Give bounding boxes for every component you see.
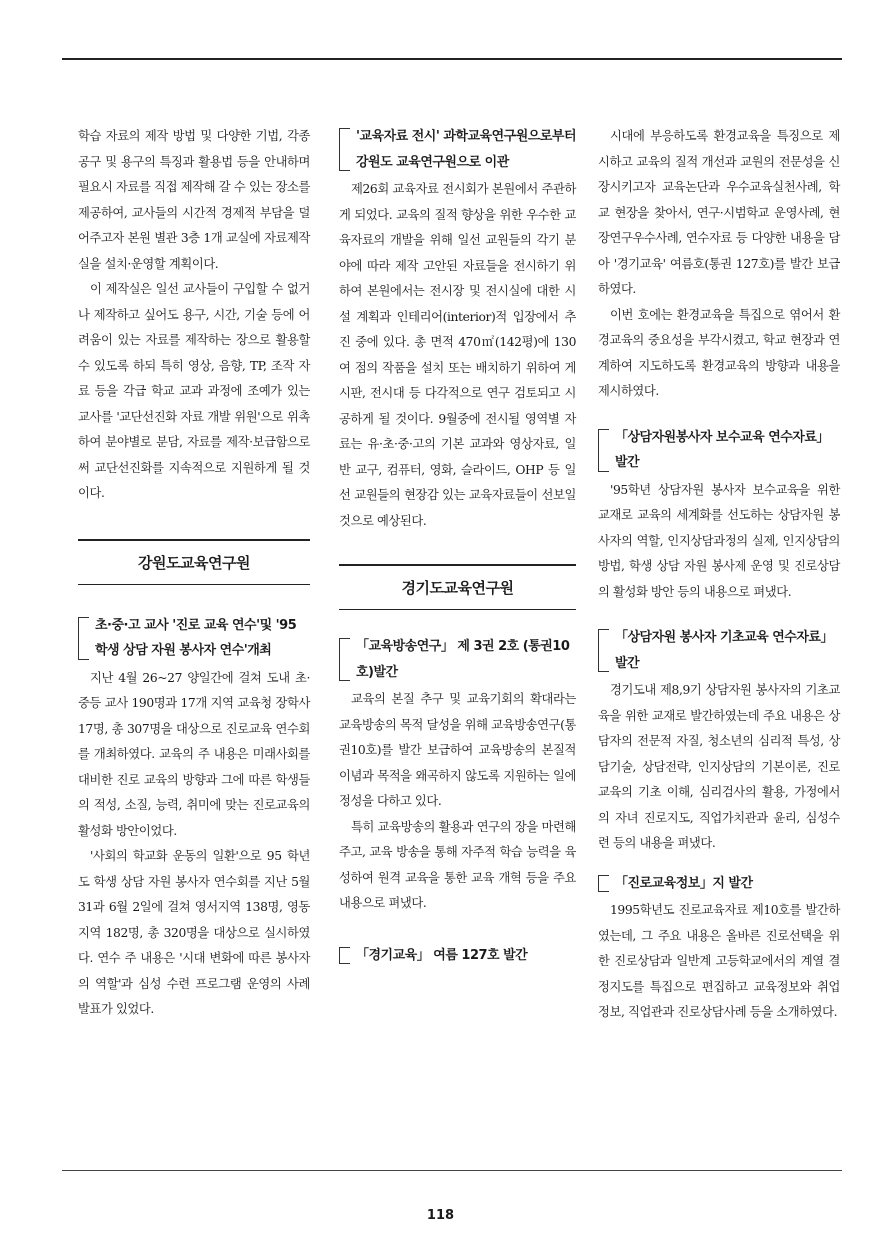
- section-title-gyeonggi: [339, 564, 576, 610]
- section-title-text: 경기도교육연구원: [401, 579, 514, 597]
- paragraph: 시대에 부응하도록 환경교육을 특징으로 제시하고 교육의 질적 개선과 교원의 전문성을 신장시키고자 교육논단과 우수교육실천사례, 학교 현장을 찾아서, 연구·시범학교 운영사례, 현장연구우수사례, 연수자료 등 다양한 내용을 담아 '경기교육' 여름호(통권 127호)를 발간 보급하였다.: [598, 129, 840, 296]
- article-heading: 「경기교육」 여름 127호 발간: [339, 943, 576, 969]
- article-heading: 「상담자원 봉사자 기초교육 연수자료」 발간: [598, 625, 840, 676]
- page-number: 118: [426, 1208, 455, 1223]
- section-title-text: 강원도교육연구원: [138, 553, 250, 572]
- paragraph: 지난 4월 26~27 양일간에 걸쳐 도내 초·중등 교사 190명과 17개 지역 교육청 장학사 17명, 총 307명을 대상으로 진로교육 연수회를 개최하였다. 교육의 주 내용은 미래사회를 대비한 진로 교육의 방향과 그에 따른 학생들의 적성, 소질, 능력, 취미에 맞는 진로교육의 활성화 방안이었다.: [78, 670, 310, 838]
- bottom-rule: [62, 1170, 842, 1171]
- paragraph: 학습 자료의 제작 방법 및 다양한 기법, 각종 공구 및 용구의 특징과 활용법 등을 안내하며 필요시 자료를 직접 제작해 갈 수 있는 장소를 제공하여, 교사들의 시간적 경제적 부담을 덜어주고자 본원 별관 3층 1개 교실에 자료제작실을 설치·운영할 계획이다.: [78, 129, 310, 271]
- column-3: [598, 124, 840, 1026]
- article-heading: 초·중·고 교사 '진로 교육 연수'및 '95 학생 상담 자원 봉사자 연수'개최: [78, 613, 310, 664]
- paragraph: 교육의 본질 추구 및 교육기회의 확대라는 교육방송의 목적 달성을 위해 교육방송연구(통권10호)를 발간 보급하여 교육방송의 본질적 이념과 목적을 왜곡하지 않도록 지원하는 일에 정성을 다하고 있다.: [339, 692, 576, 808]
- top-rule: [62, 58, 842, 60]
- paragraph: 이번 호에는 환경교육을 특집으로 엮어서 환경교육의 중요성을 부각시켰고, 학교 현장과 연계하여 지도하도록 환경교육의 방향과 내용을 제시하였다.: [598, 307, 840, 398]
- bracket-mark: [598, 429, 609, 472]
- bracket-mark: [78, 617, 89, 660]
- article-heading: 「상담자원봉사자 보수교육 연수자료」 발간: [598, 425, 840, 476]
- article-heading: '교육자료 전시' 과학교육연구원으로부터 강원도 교육연구원으로 이관: [339, 124, 576, 175]
- bracket-mark: [339, 947, 350, 965]
- paragraph: 이 제작실은 일선 교사들이 구입할 수 없거나 제작하고 싶어도 용구, 시간, 기술 등에 어려움이 있는 자료를 제작하는 장으로 활용할 수 있도록 하되 특히 영상, 음향, TP, 조작 자료 등을 각급 학교 교과 과정에 조예가 있는 교사를 '교단선진화 자료 개발 위원'으로 위촉하여 분야별로 분담, 자료를 제작·보급함으로써 교단선진화를 지속적으로 지원하게 될 것이다.: [78, 282, 310, 500]
- paragraph: 특히 교육방송의 활용과 연구의 장을 마련해 주고, 교육 방송을 통해 자주적 학습 능력을 육성하여 원격 교육을 통한 교육 개혁 등을 주요내용으로 펴냈다.: [339, 819, 576, 910]
- article-heading: 「교육방송연구」 제 3권 2호 (통권10호)발간: [339, 634, 576, 685]
- bracket-mark: [339, 638, 350, 681]
- bracket-mark: [339, 128, 350, 171]
- paragraph: 1995학년도 진로교육자료 제10호를 발간하였는데, 그 주요 내용은 올바른 진로선택을 위한 진로상담과 일반계 고등학교에서의 계열 결정지도를 특집으로 편집하고 교육정보와 취업정보, 직업관과 진로상담사례 등을 소개하였다.: [598, 903, 840, 1019]
- bracket-mark: [598, 875, 609, 893]
- section-title-gangwon: [78, 539, 310, 585]
- column-2: [339, 124, 576, 970]
- paragraph: '95학년 상담자원 봉사자 보수교육을 위한 교재로 교육의 세계화를 선도하는 상담자원 봉사자의 역할, 인지상담과정의 실제, 인지상담의 방법, 학생 상담 자원 봉사제 운영 및 진로상담의 활성화 방안 등의 내용으로 펴냈다.: [598, 482, 840, 599]
- column-1: [78, 124, 310, 1023]
- bracket-mark: [598, 629, 609, 672]
- paragraph: 제26회 교육자료 전시회가 본원에서 주관하게 되었다. 교육의 질적 향상을 위한 우수한 교육자료의 개발을 위해 일선 교원들의 각기 분야에 따라 제작 고안된 자료들을 전시하기 위하여 본원에서는 전시장 및 전시실에 대한 시설 계획과 인테리어(interior)적 입장에서 추진 중에 있다. 총 면적 470㎡(142평)에 130여 점의 작품을 설치 또는 배치하기 위하여 게시판, 전시대 등 다각적으로 연구 검토되고 시공하게 될 것이다. 9월중에 전시될 영역별 자료는 유·초·중·고의 기본 교과와 영상자료, 일반 교구, 컴퓨터, 영화, 슬라이드, OHP 등 일선 교원들의 현장감 있는 교육자료들이 선보일 것으로 예상된다.: [339, 182, 576, 528]
- article-heading: 「진로교육정보」지 발간: [598, 871, 840, 897]
- paragraph: 경기도내 제8,9기 상담자원 봉사자의 기초교육을 위한 교재로 발간하였는데 주요 내용은 상담자의 전문적 자질, 청소년의 심리적 특성, 상담기술, 상담전략, 인지상담의 기본이론, 진로교육의 기초 이해, 심리검사의 활용, 가정에서의 자녀 진로지도, 직업가치관과 윤리, 심성수련 등의 내용을 펴냈다.: [598, 683, 840, 850]
- paragraph: '사회의 학교화 운동의 일환'으로 95 학년도 학생 상담 자원 봉사자 연수회를 지난 5월 31과 6월 2일에 걸쳐 영서지역 138명, 영동지역 182명, 총 320명을 대상으로 실시하였다. 연수 주 내용은 '시대 변화에 따른 봉사자의 역할'과 심성 수련 프로그램 운영의 사례 발표가 있었다.: [78, 849, 310, 1016]
